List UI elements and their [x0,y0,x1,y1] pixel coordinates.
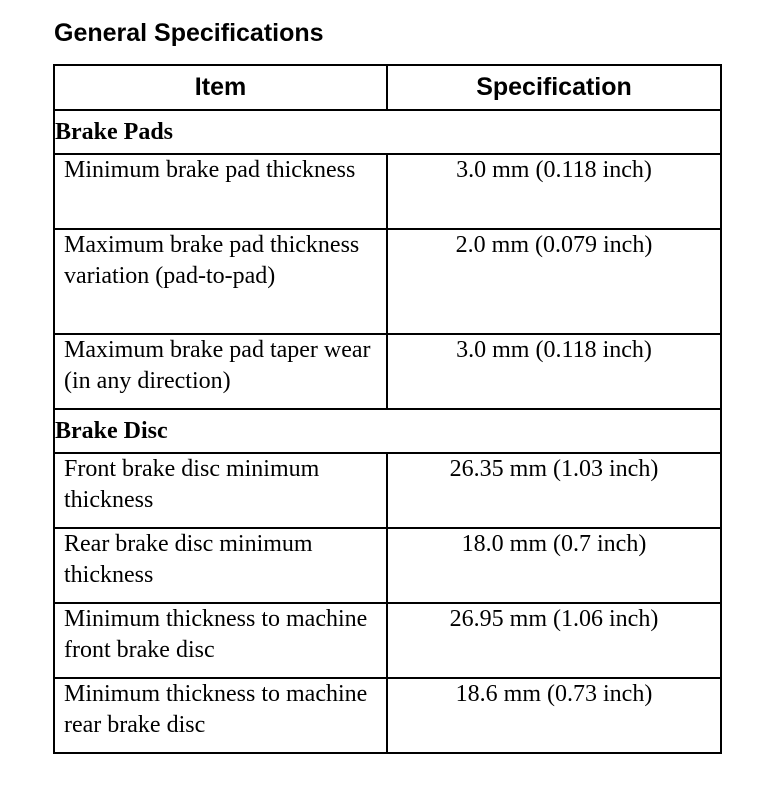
table-row [54,678,721,753]
specification-cell: 3.0 mm (0.118 inch) [387,154,721,229]
table-row [54,528,721,603]
specification-cell: 26.95 mm (1.06 inch) [387,603,721,678]
item-cell: Maximum brake pad taper wear (in any direction) [54,334,387,409]
item-cell: Rear brake disc minimum thickness [54,528,387,603]
table-header-row [54,65,721,110]
specification-cell: 26.35 mm (1.03 inch) [387,453,721,528]
section-heading-row [54,110,721,154]
item-cell: Front brake disc minimum thickness [54,453,387,528]
section-heading-brake-disc: Brake Disc [54,409,721,453]
table-row [54,603,721,678]
item-cell: Minimum thickness to machine front brake disc [54,603,387,678]
item-cell: Minimum thickness to machine rear brake disc [54,678,387,753]
specification-cell: 2.0 mm (0.079 inch) [387,229,721,334]
item-cell: Maximum brake pad thickness variation (pad-to-pad) [54,229,387,334]
specification-cell: 18.6 mm (0.73 inch) [387,678,721,753]
column-header-item: Item [54,65,387,110]
table-row [54,229,721,334]
column-header-specification: Specification [387,65,721,110]
table-row [54,453,721,528]
specification-cell: 3.0 mm (0.118 inch) [387,334,721,409]
document-title: General Specifications [54,19,324,47]
section-heading-brake-pads: Brake Pads [54,110,721,154]
table-row [54,154,721,229]
item-cell: Minimum brake pad thickness [54,154,387,229]
section-heading-row [54,409,721,453]
table-row [54,334,721,409]
specification-cell: 18.0 mm (0.7 inch) [387,528,721,603]
general-specifications-table [53,64,722,754]
